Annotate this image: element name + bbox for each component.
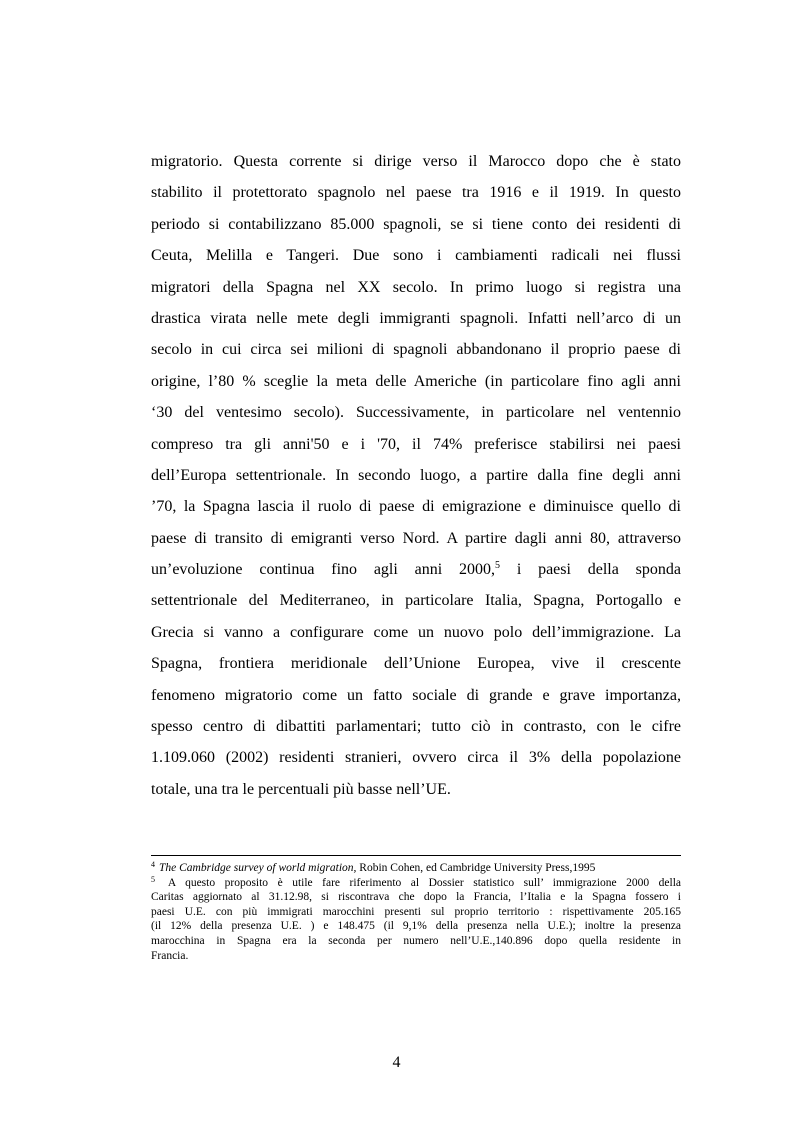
body-line: dell’Europa settentrionale. In secondo luogo, a partire dalla fine degli anni xyxy=(151,466,681,484)
body-line: spesso centro di dibattiti parlamentari; tutto ciò in contrasto, con le cifre xyxy=(151,718,681,736)
body-line: migratorio. Questa corrente si dirige verso il Marocco dopo che è stato xyxy=(151,153,681,170)
body-line: paese di transito di emigranti verso Nord. A partire dagli anni 80, attraverso xyxy=(151,529,681,547)
footnote-5 xyxy=(151,876,681,891)
footnote-citation: Robin Cohen, ed Cambridge University Press,1995 xyxy=(356,862,596,874)
body-line: Ceuta, Melilla e Tangeri. Due sono i cambiamenti radicali nei flussi xyxy=(151,247,681,265)
footnote-ref-5[interactable]: 5 xyxy=(495,560,500,572)
body-line: 1.109.060 (2002) residenti stranieri, ovvero circa il 3% della popolazione xyxy=(151,749,681,767)
footnote-line: marocchina in Spagna era la seconda per numero nell’U.E.,140.896 dopo quella residente in xyxy=(151,934,681,947)
body-paragraph xyxy=(151,146,681,805)
body-line: ‘30 del ventesimo secolo). Successivamente, in particolare nel ventennio xyxy=(151,404,681,422)
footnotes xyxy=(151,861,681,963)
footnote-separator xyxy=(151,855,681,856)
footnote-book-title: The Cambridge survey of world migration, xyxy=(159,862,357,874)
footnote-line: (il 12% della presenza U.E. ) e 148.475 (il 9,1% della presenza nella U.E.); inoltre la presenza xyxy=(151,920,681,933)
body-line: Spagna, frontiera meridionale dell’Unione Europea, vive il crescente xyxy=(151,655,681,673)
body-line: migratori della Spagna nel XX secolo. In primo luogo si registra una xyxy=(151,278,681,296)
footnote-line: paesi U.E. con più immigrati marocchini presenti sul proprio territorio : rispettivamente 205.165 xyxy=(151,905,681,918)
body-line: stabilito il protettorato spagnolo nel paese tra 1916 e il 1919. In questo xyxy=(151,184,681,202)
body-text-segment: un’evoluzione continua fino agli anni 2000, xyxy=(151,561,495,579)
body-line-with-footnote-ref xyxy=(151,554,681,585)
body-line: compreso tra gli anni'50 e i '70, il 74% preferisce stabilirsi nei paesi xyxy=(151,435,681,453)
footnote-line: Caritas aggiornato al 31.12.98, si riscontrava che dopo la Francia, l’Italia e la Spagna fossero i xyxy=(151,891,681,904)
body-line: secolo in cui circa sei milioni di spagnoli abbandonano il proprio paese di xyxy=(151,341,681,359)
page-number: 4 xyxy=(392,1054,401,1071)
body-line: fenomeno migratorio come un fatto sociale di grande e grave importanza, xyxy=(151,686,681,704)
footnote-number: 5 xyxy=(151,874,155,884)
body-text-segment: i paesi della sponda xyxy=(500,561,681,579)
body-line: totale, una tra le percentuali più basse nell’UE. xyxy=(151,780,451,798)
footnote-line: Francia. xyxy=(151,949,189,962)
body-line: drastica virata nelle mete degli immigranti spagnoli. Infatti nell’arco di un xyxy=(151,309,681,327)
body-line: periodo si contabilizzano 85.000 spagnoli, se si tiene conto dei residenti di xyxy=(151,215,681,233)
body-line: Grecia si vanno a configurare come un nuovo polo dell’immigrazione. La xyxy=(151,623,681,641)
body-line: ’70, la Spagna lascia il ruolo di paese di emigrazione e diminuisce quello di xyxy=(151,498,681,516)
footnote-text: A questo proposito è utile fare riferimento al Dossier statistico sull’ immigrazione 2000 della xyxy=(167,876,681,889)
footnote-number: 4 xyxy=(151,860,155,869)
footnote-4 xyxy=(151,861,681,876)
body-line: settentrionale del Mediterraneo, in particolare Italia, Spagna, Portogallo e xyxy=(151,592,681,610)
body-line: origine, l’80 % sceglie la meta delle Americhe (in particolare fino agli anni xyxy=(151,372,681,390)
